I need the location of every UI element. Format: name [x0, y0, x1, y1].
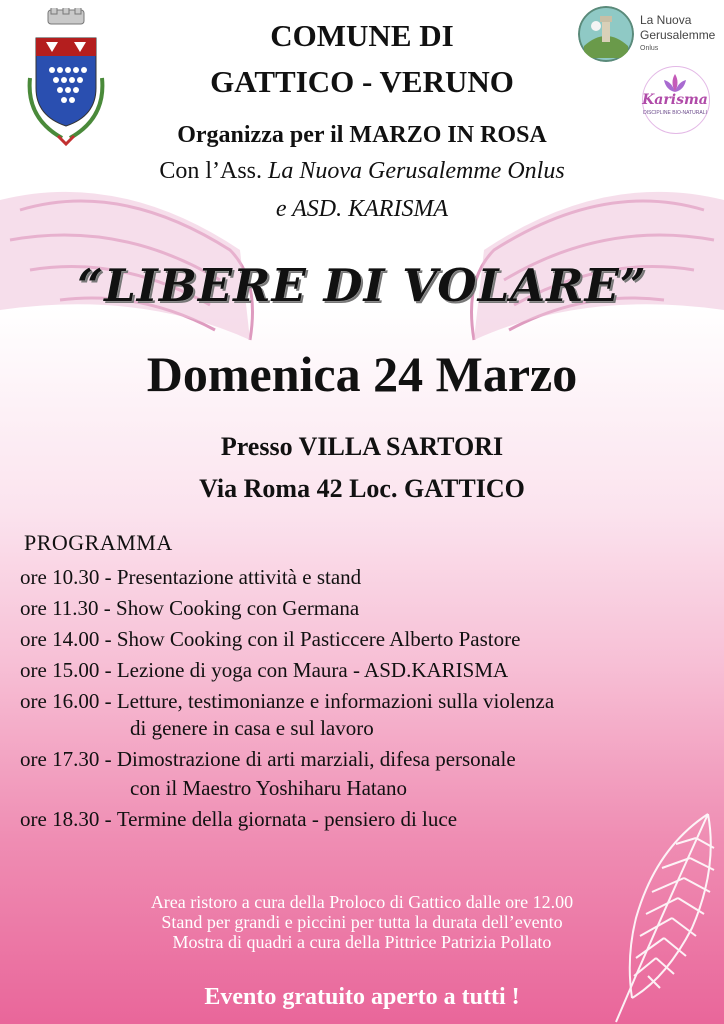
program-item-time: ore 11.30 -	[20, 596, 117, 620]
event-date: Domenica 24 Marzo	[146, 346, 578, 402]
program-item-time: ore 14.00 -	[20, 627, 117, 651]
event-slogan: “LIBERE DI VOLARE”	[77, 259, 647, 312]
venue-address: Via Roma 42 Loc. GATTICO	[199, 474, 525, 503]
feather-icon	[596, 808, 720, 1024]
organizer-association-name: La Nuova Gerusalemme Onlus	[268, 158, 565, 184]
municipality-title-line2: GATTICO - VERUNO	[210, 64, 514, 99]
karisma-name: Karisma	[642, 92, 708, 108]
program-item-continuation: con il Maestro Yoshiharu Hatano	[130, 776, 408, 800]
program-item-desc: Lezione di yoga con Maura - ASD.KARISMA	[116, 658, 509, 682]
nuova-gerusalemme-name-2: Gerusalemme	[640, 28, 716, 42]
program-item-time: ore 16.00 -	[20, 689, 117, 713]
program-item	[20, 655, 710, 686]
program-item-time: ore 17.30 -	[20, 747, 117, 771]
karisma-subtitle: DISCIPLINE BIO-NATURALI	[643, 110, 707, 116]
organizer-line-2	[0, 158, 724, 185]
footer-line-1: Area ristoro a cura della Proloco di Gattico dalle ore 12.00	[150, 892, 574, 912]
program-item-time: ore 18.30 -	[20, 807, 117, 831]
organizer-line-3: e ASD. KARISMA	[275, 196, 449, 222]
organizer-line-1: Organizza per il MARZO IN ROSA	[177, 122, 547, 148]
free-event-note: Evento gratuito aperto a tutti !	[204, 984, 520, 1010]
program-item	[20, 744, 710, 775]
program-item-desc: Show Cooking con il Pasticcere Alberto Pastore	[116, 627, 521, 651]
program-item-time: ore 15.00 -	[20, 658, 117, 682]
venue-name: Presso VILLA SARTORI	[220, 432, 504, 461]
footer-line-2: Stand per grandi e piccini per tutta la durata dell’evento	[161, 912, 563, 932]
program-item	[20, 562, 710, 593]
program-item-desc: Termine della giornata - pensiero di luce	[116, 807, 458, 831]
program-list	[20, 562, 710, 835]
footer-line-3: Mostra di quadri a cura della Pittrice Patrizia Pollato	[172, 932, 552, 952]
program-item	[20, 624, 710, 655]
nuova-gerusalemme-name-1: La Nuova	[640, 13, 692, 27]
program-item-desc: Letture, testimonianze e informazioni sulla violenza	[116, 689, 555, 713]
program-item-desc: Presentazione attività e stand	[116, 565, 362, 589]
program-item	[20, 593, 710, 624]
program-item-time: ore 10.30 -	[20, 565, 117, 589]
program-item-continuation: di genere in casa e sul lavoro	[130, 716, 374, 740]
program-heading: PROGRAMMA	[24, 530, 173, 555]
program-item-desc: Dimostrazione di arti marziali, difesa personale	[116, 747, 516, 771]
organizer-line-2-prefix: Con l’Ass.	[159, 158, 263, 184]
program-item-desc: Show Cooking con Germana	[116, 596, 360, 620]
nuova-gerusalemme-name-3: Onlus	[640, 45, 659, 52]
municipality-title-line1: COMUNE DI	[270, 18, 454, 53]
